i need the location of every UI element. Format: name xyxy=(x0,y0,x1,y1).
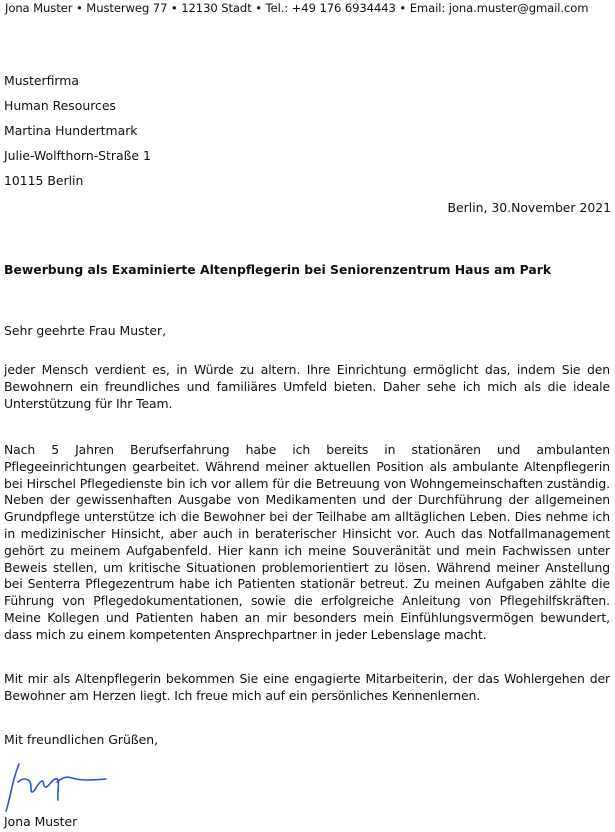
closing-greeting: Mit freundlichen Grüßen, xyxy=(4,732,159,747)
signature-name: Jona Muster xyxy=(4,814,78,829)
signature-scribble xyxy=(2,756,112,814)
recipient-company: Musterfirma xyxy=(4,73,79,88)
recipient-street: Julie-Wolfthorn-Straße 1 xyxy=(4,148,151,163)
recipient-contact: Martina Hundertmark xyxy=(4,123,138,138)
paragraph-experience: Nach 5 Jahren Berufserfahrung habe ich bereits in stationären und ambulanten Pflegeeinrichtungen gearbeitet. Während meiner aktuellen Position als ambulante Altenpflegerin bei Hirschel Pflegedienste bin ich vor allem für die Betreuung von Wohngemeinschaften zuständig. Neben der gewissenhaften Ausgabe von Medikamenten und der Durchführung der allgemeinen Grundpflege unterstütze ich die Bewohner bei der Teilhabe am alltäglichen Leben. Dies nehme ich in medizinischer Hinsicht, aber auch in beraterischer Hinsicht vor. Auch das Notfallmanagement gehört zu meinem Aufgabenfeld. Hier kann ich meine Souveränität und mein Fachwissen unter Beweis stellen, um kritische Situationen problemorientiert zu lösen. Während meiner Anstellung bei Senterra Pflegezentrum habe ich Patienten stationär betreut. Zu meinen Aufgaben zählte die Führung von Pflegedokumentationen, sowie die erfolgreiche Anleitung von Pflegehilfskräften. Meine Kollegen und Patienten haben an mir besonders mein Einfühlungsvermögen bewundert, dass mich zu einem kompetenten Ansprechpartner in jeder Lebenslage macht. xyxy=(4,442,610,642)
recipient-department: Human Resources xyxy=(4,98,116,113)
paragraph-closing: Mit mir als Altenpflegerin bekommen Sie eine engagierte Mitarbeiterin, der das Wohlergehen der Bewohner am Herzen liegt. Ich freue mich auf ein persönliches Kennenlernen. xyxy=(4,671,610,703)
letter-date: Berlin, 30.November 2021 xyxy=(447,200,611,215)
letter-subject: Bewerbung als Examinierte Altenpflegerin bei Seniorenzentrum Haus am Park xyxy=(4,262,552,277)
recipient-city: 10115 Berlin xyxy=(4,173,84,188)
sender-header: Jona Muster • Musterweg 77 • 12130 Stadt • Tel.: +49 176 6934443 • Email: jona.muster@gmail.com xyxy=(5,1,589,15)
salutation: Sehr geehrte Frau Muster, xyxy=(4,323,167,338)
paragraph-intro: jeder Mensch verdient es, in Würde zu altern. Ihre Einrichtung ermöglicht das, indem Sie den Bewohnern ein freundliches und familiäres Umfeld bieten. Daher sehe ich mich als die ideale Unterstützung für Ihr Team. xyxy=(4,362,610,411)
